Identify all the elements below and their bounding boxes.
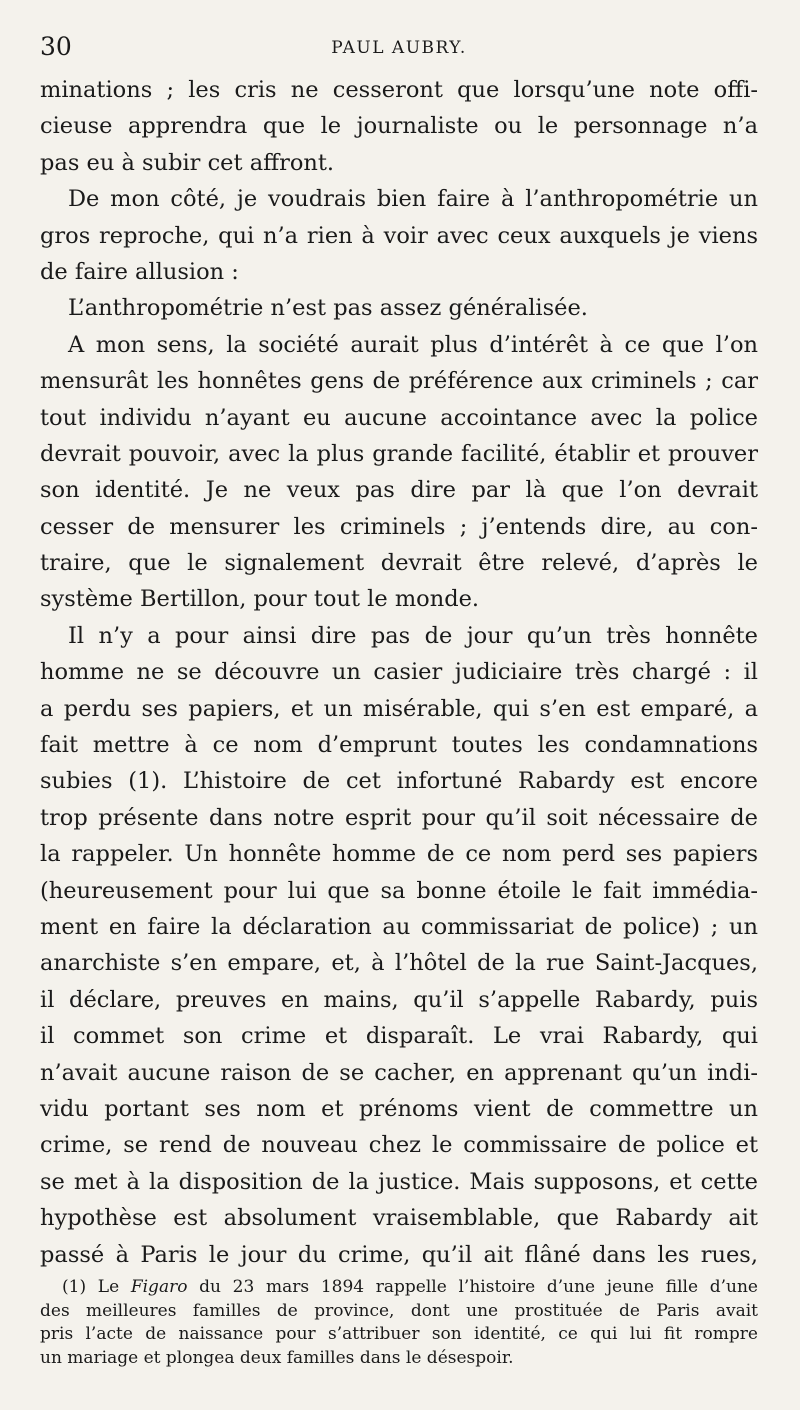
text-line: mensurât les honnêtes gens de préférence aux criminels ; car	[40, 368, 758, 395]
text-line: De mon côté, je voudrais bien faire à l’anthropométrie un	[68, 186, 758, 213]
text-line: A mon sens, la société aurait plus d’intérêt à ce que l’on	[68, 331, 758, 358]
text-line: Il n’y a pour ainsi dire pas de jour qu’un très honnête	[68, 622, 758, 649]
text-line: tout individu n’ayant eu aucune accointance avec la police	[40, 404, 758, 431]
text-line: anarchiste s’en empare, et, à l’hôtel de la rue Saint-Jacques,	[40, 950, 758, 977]
text-line: trop présente dans notre esprit pour qu’il soit nécessaire de	[40, 804, 758, 831]
text-line: traire, que le signalement devrait être relevé, d’après le	[40, 550, 758, 577]
body-text	[40, 72, 758, 1273]
text-line: homme ne se découvre un casier judiciaire très chargé : il	[40, 659, 758, 686]
page-header	[40, 32, 758, 66]
text-line: a perdu ses papiers, et un misérable, qui s’en est emparé, a	[40, 695, 758, 722]
text-line: crime, se rend de nouveau chez le commissaire de police et	[40, 1132, 758, 1159]
footnote-line: pris l’acte de naissance pour s’attribuer son identité, ce qui lui fit rompre	[40, 1324, 758, 1344]
text-line: ment en faire la déclaration au commissariat de police) ; un	[40, 913, 758, 940]
text-line: il déclare, preuves en mains, qu’il s’appelle Rabardy, puis	[40, 986, 758, 1013]
text-line: système Bertillon, pour tout le monde.	[40, 586, 480, 613]
footnote-line: un mariage et plongea deux familles dans le désespoir.	[40, 1347, 514, 1368]
text-line: de faire allusion :	[40, 258, 239, 285]
text-line: pas eu à subir cet affront.	[40, 149, 335, 176]
running-head: PAUL AUBRY.	[331, 38, 467, 58]
footnote-line	[40, 1276, 758, 1300]
text-line: cesser de mensurer les criminels ; j’entends dire, au con-	[40, 513, 758, 540]
text-line: il commet son crime et disparaît. Le vrai Rabardy, qui	[40, 1023, 758, 1050]
footnote	[40, 1276, 758, 1370]
text-line: minations ; les cris ne cesseront que lorsqu’une note offi-	[40, 77, 758, 103]
text-line: se met à la disposition de la justice. Mais supposons, et cette	[40, 1168, 758, 1195]
text-line: passé à Paris le jour du crime, qu’il ait flâné dans les rues,	[40, 1241, 758, 1268]
text-line: L’anthropométrie n’est pas assez généralisée.	[68, 295, 588, 322]
text-line: gros reproche, qui n’a rien à voir avec ceux auxquels je viens	[40, 222, 758, 249]
text-line: subies (1). L’histoire de cet infortuné Rabardy est encore	[40, 768, 758, 795]
text-line: cieuse apprendra que le journaliste ou le personnage n’a	[40, 113, 758, 140]
text-line: fait mettre à ce nom d’emprunt toutes les condamnations	[40, 732, 758, 759]
text-line: vidu portant ses nom et prénoms vient de commettre un	[40, 1095, 758, 1122]
footnote-journal-title: Figaro	[130, 1277, 188, 1297]
text-line: la rappeler. Un honnête homme de ce nom perd ses papiers	[40, 841, 758, 868]
footnote-marker: (1) Le	[62, 1277, 131, 1297]
text-line: hypothèse est absolument vraisemblable, que Rabardy ait	[40, 1205, 758, 1232]
footnote-line: des meilleures familles de province, dont une prostituée de Paris avait	[40, 1300, 758, 1321]
text-line: (heureusement pour lui que sa bonne étoile le fait immédia-	[40, 877, 758, 904]
text-line: son identité. Je ne veux pas dire par là que l’on devrait	[40, 477, 758, 504]
text-line: devrait pouvoir, avec la plus grande facilité, établir et prouver	[40, 440, 758, 467]
text-line: n’avait aucune raison de se cacher, en apprenant qu’un indi-	[40, 1059, 758, 1086]
page-number: 30	[40, 32, 72, 61]
footnote-text: du 23 mars 1894 rappelle l’histoire d’une jeune fille d’une	[187, 1277, 758, 1297]
